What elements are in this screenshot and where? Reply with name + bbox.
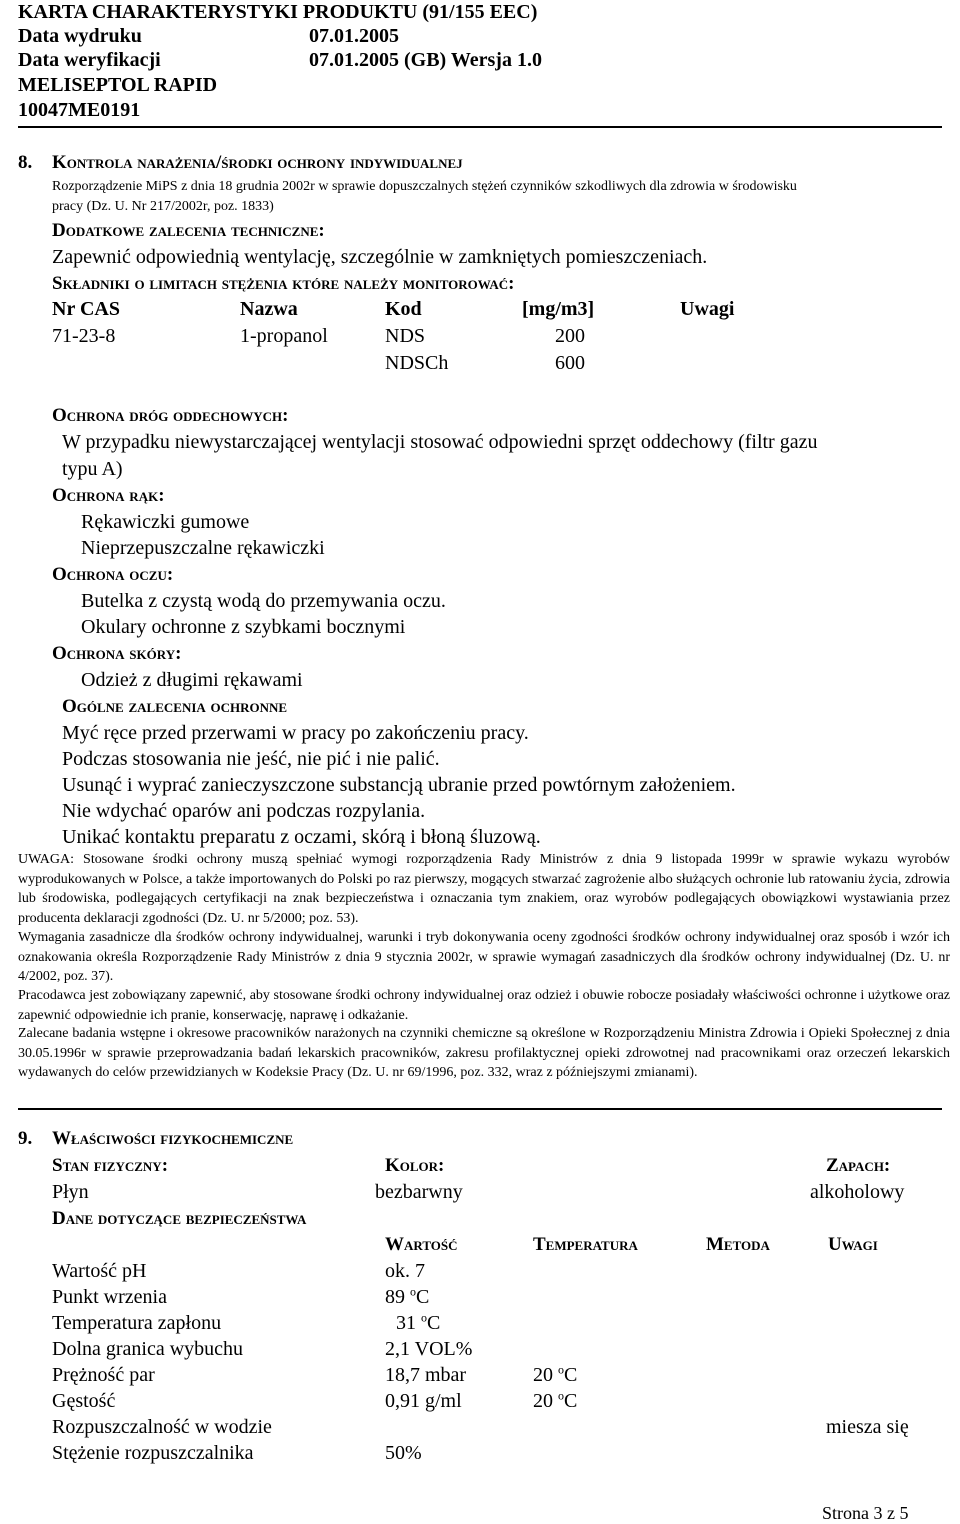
- prop-temperature: 20 $^o$C: [533, 1362, 578, 1386]
- prop-name: Wartość pH: [52, 1260, 147, 1282]
- respiratory-heading: Ochrona dróg oddechowych:: [52, 405, 289, 426]
- prop-value: ok. 7: [385, 1260, 425, 1282]
- safety-heading: Dane dotyczące bezpieczeństwa: [52, 1208, 307, 1229]
- general-heading: Ogólne zalecenia ochronne: [62, 696, 288, 717]
- col-code: Kod: [385, 298, 422, 320]
- regulation-line-1: Rozporządzenie MiPS z dnia 18 grudnia 2002r w sprawie dopuszczalnych stężeń czynników szkodliwych dla zdrowia w środowisku: [52, 179, 797, 194]
- prop-name: Dolna granica wybuchu: [52, 1338, 244, 1360]
- section-divider: [18, 1108, 942, 1110]
- eye-item-1: Butelka z czystą wodą do przemywania oczu.: [81, 590, 446, 612]
- product-name: MELISEPTOL RAPID: [18, 74, 218, 96]
- section-8-number: 8.: [18, 152, 33, 173]
- section-9-title: Właściwości fizykochemiczne: [52, 1128, 294, 1149]
- print-date-value: 07.01.2005: [309, 25, 399, 47]
- prop-name: Prężność par: [52, 1364, 155, 1386]
- odor-value: alkoholowy: [810, 1181, 905, 1203]
- hand-item-1: Rękawiczki gumowe: [81, 511, 250, 533]
- tech-heading: Dodatkowe zalecenia techniczne:: [52, 220, 325, 241]
- prop-value: 2,1 VOL%: [385, 1338, 473, 1360]
- general-item-1: Myć ręce przed przerwami w pracy po zakończeniu pracy.: [62, 722, 529, 744]
- limit-value-ndsch: 600: [555, 352, 585, 374]
- prop-value: 0,91 g/ml: [385, 1390, 462, 1412]
- color-label: Kolor:: [385, 1155, 445, 1176]
- hand-heading: Ochrona rąk:: [52, 485, 165, 506]
- section-9-number: 9.: [18, 1128, 33, 1149]
- notice-paragraph-1: UWAGA: Stosowane środki ochrony muszą spełniać wymogi rozporządzenia Rady Ministrów z dnia 9 listopada 1999r w sprawie wykazu wyrobów wyprodukowanych w Polsce, a także importowanych do Polski po raz pierwszy, mogących stwarzać zagrożenie albo służących ochronie lub ratowaniu życia, zdrowia lub środowiska, podlegających certyfikacji na znak bezpieczeństwa i oznaczania tym znakiem, oraz wyrobów podlegających obowiązkowi wystawiania przez producenta deklaracji zgodności (Dz. U. nr 5/2000; poz. 53).: [18, 852, 950, 926]
- general-item-2: Podczas stosowania nie jeść, nie pić i nie palić.: [62, 748, 440, 770]
- col-method: Metoda: [706, 1234, 770, 1255]
- limit-code-ndsch: NDSCh: [385, 352, 449, 374]
- prop-value: 31 $^o$C: [396, 1310, 441, 1334]
- prop-name: Stężenie rozpuszczalnika: [52, 1442, 254, 1464]
- col-cas: Nr CAS: [52, 298, 120, 320]
- eye-heading: Ochrona oczu:: [52, 564, 174, 585]
- limit-value-nds: 200: [555, 325, 585, 347]
- skin-heading: Ochrona skóry:: [52, 643, 182, 664]
- header-divider: [18, 126, 942, 128]
- prop-value: 18,7 mbar: [385, 1364, 467, 1386]
- state-label: Stan fizyczny:: [52, 1155, 169, 1176]
- state-value: Płyn: [52, 1181, 89, 1203]
- respiratory-text-2: typu A): [62, 458, 123, 480]
- prop-remarks: miesza się: [826, 1416, 909, 1438]
- color-value: bezbarwny: [375, 1181, 463, 1203]
- eye-item-2: Okulary ochronne z szybkami bocznymi: [81, 616, 406, 638]
- prop-name: Punkt wrzenia: [52, 1286, 167, 1308]
- odor-label: Zapach:: [826, 1155, 891, 1176]
- prop-temperature: 20 $^o$C: [533, 1388, 578, 1412]
- general-item-5: Unikać kontaktu preparatu z oczami, skórą i błoną śluzową.: [62, 826, 541, 848]
- skin-item-1: Odzież z długimi rękawami: [81, 669, 303, 691]
- cas-value: 71-23-8: [52, 325, 116, 347]
- col-name: Nazwa: [240, 298, 298, 320]
- col-remarks: Uwagi: [828, 1234, 878, 1255]
- verify-date-value: 07.01.2005 (GB) Wersja 1.0: [309, 49, 542, 71]
- notice-paragraph-2: Wymagania zasadnicze dla środków ochrony indywidualnej, warunki i tryb dokonywania oceny zgodności środków ochrony indywidualnej oraz sposób i wzór ich oznakowania określa Rozporządzenie Rady Ministrów z dnia 9 stycznia 2002r, w sprawie wymagań zasadniczych dla środków ochrony indywidualnej (Dz. U. nr 4/2002, poz. 37).: [18, 930, 950, 984]
- document-title: KARTA CHARAKTERYSTYKI PRODUKTU (91/155 EEC): [18, 1, 538, 23]
- section-8-title: Kontrola narażenia/środki ochrony indywidualnej: [52, 152, 463, 173]
- tech-text: Zapewnić odpowiednią wentylację, szczególnie w zamkniętych pomieszczeniach.: [52, 246, 708, 268]
- notice-paragraph-3: Pracodawca jest zobowiązany zapewnić, aby stosowane środki ochrony indywidualnej oraz odzież i obuwie robocze posiadały właściwości ochronne i użytkowe oraz zapewnić odpowiednie ich pranie, konserwację, naprawę i odkażanie.: [18, 988, 950, 1023]
- col-temperature: Temperatura: [533, 1234, 638, 1255]
- product-code: 10047ME0191: [18, 99, 141, 121]
- substance-name: 1-propanol: [240, 325, 328, 347]
- prop-name: Temperatura zapłonu: [52, 1312, 222, 1334]
- prop-value: 50%: [385, 1442, 422, 1464]
- page-number: Strona 3 z 5: [822, 1503, 909, 1523]
- limit-code-nds: NDS: [385, 325, 426, 347]
- prop-name: Rozpuszczalność w wodzie: [52, 1416, 272, 1438]
- verify-date-label: Data weryfikacji: [18, 49, 161, 71]
- prop-name: Gęstość: [52, 1390, 116, 1412]
- general-item-3: Usunąć i wyprać zanieczyszczone substancją ubranie przed powtórnym założeniem.: [62, 774, 736, 796]
- hand-item-2: Nieprzepuszczalne rękawiczki: [81, 537, 325, 559]
- general-item-4: Nie wdychać oparów ani podczas rozpylania.: [62, 800, 426, 822]
- respiratory-text-1: W przypadku niewystarczającej wentylacji stosować odpowiedni sprzęt oddechowy (filtr gazu: [62, 431, 818, 453]
- prop-value: 89 $^o$C: [385, 1284, 430, 1308]
- col-mgm3: [mg/m3]: [522, 298, 595, 320]
- limits-heading: Składniki o limitach stężenia które należy monitorować:: [52, 273, 515, 294]
- notice-paragraph-4: Zalecane badania wstępne i okresowe pracowników narażonych na czynniki chemiczne są określone w Rozporządzeniu Ministra Zdrowia i Opieki Społecznej z dnia 30.05.1996r w sprawie przeprowadzania badań lekarskich pracowników, zakresu profilaktycznej opieki zdrowotnej nad pracownikami oraz orzeczeń lekarskich wydawanych do celów przewidzianych w Kodeksie Pracy (Dz. U. nr 69/1996, poz. 332, wraz z późniejszymi zmianami).: [18, 1026, 950, 1080]
- col-notes: Uwagi: [680, 298, 735, 320]
- print-date-label: Data wydruku: [18, 25, 142, 47]
- regulation-line-2: pracy (Dz. U. Nr 217/2002r, poz. 1833): [52, 199, 274, 214]
- col-value: Wartość: [385, 1234, 458, 1255]
